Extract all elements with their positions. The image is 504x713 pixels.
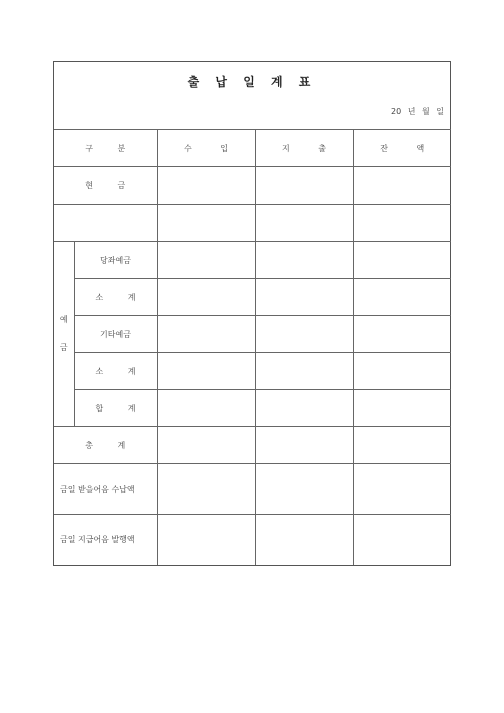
label-bills-received: 금일 받을어음 수납액 (54, 464, 157, 515)
table-row-bills-received (54, 464, 451, 515)
label-bills-issued: 금일 지급어음 발행액 (54, 515, 157, 565)
table-row-cash (54, 167, 451, 205)
table-row-grand-total (54, 427, 451, 464)
cell-subtotal1-income[interactable] (157, 279, 255, 316)
header-category: 구 분 (54, 130, 157, 167)
cell-cash-income[interactable] (157, 167, 255, 205)
form-title: 출 납 일 계 표 (187, 75, 317, 89)
cell-blank-balance[interactable] (353, 205, 451, 242)
date-line: 20 년 월 일 (391, 107, 444, 116)
cell-total-balance[interactable] (353, 390, 451, 427)
label-cash: 현 금 (54, 167, 157, 205)
table-row-other-deposit (54, 316, 451, 353)
deposit-group-bottom: 금 (59, 343, 68, 352)
header-income: 수 입 (157, 130, 255, 167)
cell-subtotal2-income[interactable] (157, 353, 255, 390)
table-row-current-deposit (54, 242, 451, 279)
label-subtotal-1: 소 계 (74, 279, 157, 316)
label-grand-total: 총 계 (54, 427, 157, 464)
cell-current-expense[interactable] (255, 242, 353, 279)
cell-blank-expense[interactable] (255, 205, 353, 242)
deposit-group-label (54, 242, 74, 427)
cell-current-balance[interactable] (353, 242, 451, 279)
table-row-blank (54, 205, 451, 242)
cell-subtotal1-balance[interactable] (353, 279, 451, 316)
cell-issued-income[interactable] (157, 515, 255, 565)
daily-cash-report-form (53, 61, 451, 566)
cell-subtotal2-balance[interactable] (353, 353, 451, 390)
cell-other-income[interactable] (157, 316, 255, 353)
table-row-bills-issued (54, 515, 451, 565)
cell-other-balance[interactable] (353, 316, 451, 353)
header-balance: 잔 액 (353, 130, 451, 167)
cell-received-expense[interactable] (255, 464, 353, 515)
title-area (54, 62, 450, 130)
cell-received-balance[interactable] (353, 464, 451, 515)
cell-received-income[interactable] (157, 464, 255, 515)
cell-issued-balance[interactable] (353, 515, 451, 565)
table-row-total-deposit (54, 390, 451, 427)
cell-grand-balance[interactable] (353, 427, 451, 464)
cell-current-income[interactable] (157, 242, 255, 279)
table-row-subtotal-1 (54, 279, 451, 316)
label-blank[interactable] (54, 205, 157, 242)
cell-total-income[interactable] (157, 390, 255, 427)
label-current-deposit: 당좌예금 (74, 242, 157, 279)
cell-grand-income[interactable] (157, 427, 255, 464)
label-total-deposit: 합 계 (74, 390, 157, 427)
header-expense: 지 출 (255, 130, 353, 167)
cell-subtotal1-expense[interactable] (255, 279, 353, 316)
cell-total-expense[interactable] (255, 390, 353, 427)
cell-subtotal2-expense[interactable] (255, 353, 353, 390)
cell-blank-income[interactable] (157, 205, 255, 242)
report-table (54, 129, 451, 565)
cell-other-expense[interactable] (255, 316, 353, 353)
cell-grand-expense[interactable] (255, 427, 353, 464)
header-row (54, 130, 451, 167)
cell-cash-expense[interactable] (255, 167, 353, 205)
deposit-group-top: 예 (59, 315, 68, 324)
label-subtotal-2: 소 계 (74, 353, 157, 390)
cell-cash-balance[interactable] (353, 167, 451, 205)
table-row-subtotal-2 (54, 353, 451, 390)
cell-issued-expense[interactable] (255, 515, 353, 565)
label-other-deposit: 기타예금 (74, 316, 157, 353)
